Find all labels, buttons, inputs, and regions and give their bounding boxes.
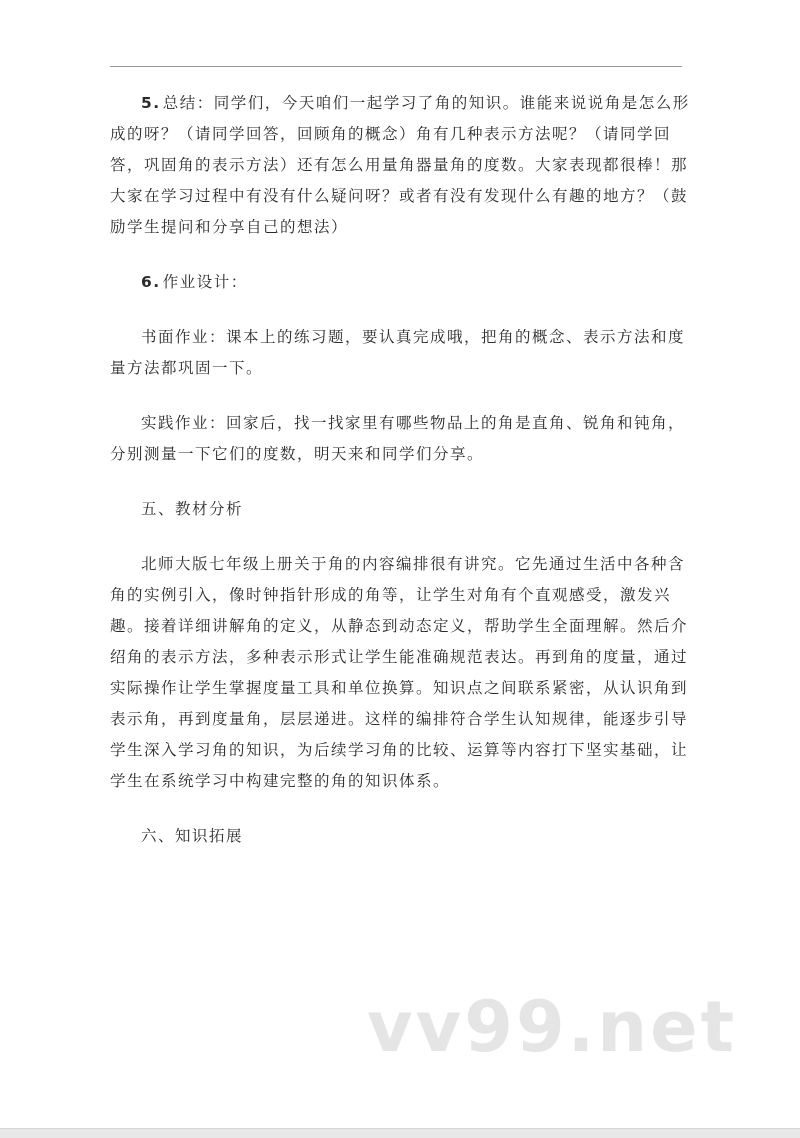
- document-body: [110, 88, 690, 876]
- homework-heading-text: 作业设计：: [162, 273, 248, 291]
- textbook-analysis-heading: 五、教材分析: [141, 500, 244, 518]
- written-homework-paragraph: 书面作业：课本上的练习题，要认真完成哦，把角的概念、表示方法和度量方法都巩固一下。: [110, 328, 686, 377]
- section-number: 5.: [141, 94, 161, 112]
- watermark-text: vv99.net: [367, 986, 738, 1068]
- header-rule: [110, 66, 682, 67]
- practice-homework-paragraph: 实践作业：回家后，找一找家里有哪些物品上的角是直角、锐角和钝角，分别测量一下它们的度数，明天来和同学们分享。: [110, 414, 686, 463]
- homework-heading: [110, 267, 690, 298]
- section-number: 6.: [141, 273, 161, 291]
- summary-text: 总结：同学们，今天咱们一起学习了角的知识。谁能来说说角是怎么形成的呀？（请同学回答，回顾角的概念）角有几种表示方法呢？（请同学回答，巩固角的表示方法）还有怎么用量角器量角的度数。大家表现都很棒！那大家在学习过程中有没有什么疑问呀？或者有没有发现什么有趣的地方？（鼓励学生提问和分享自己的想法）: [110, 94, 690, 236]
- textbook-analysis-paragraph: 北师大版七年级上册关于角的内容编排很有讲究。它先通过生活中各种含角的实例引入，像时钟指针形成的角等，让学生对角有个直观感受，激发兴趣。接着详细讲解角的定义，从静态到动态定义，帮助学生全面理解。然后介绍角的表示方法，多种表示形式让学生能准确规范表达。再到角的度量，通过实际操作让学生掌握度量工具和单位换算。知识点之间联系紧密，从认识角到表示角，再到度量角，层层递进。这样的编排符合学生认知规律，能逐步引导学生深入学习角的知识，为后续学习角的比较、运算等内容打下坚实基础，让学生在系统学习中构建完整的角的知识体系。: [110, 555, 689, 790]
- knowledge-extension-heading: 六、知识拓展: [141, 827, 244, 845]
- summary-paragraph: [110, 88, 690, 243]
